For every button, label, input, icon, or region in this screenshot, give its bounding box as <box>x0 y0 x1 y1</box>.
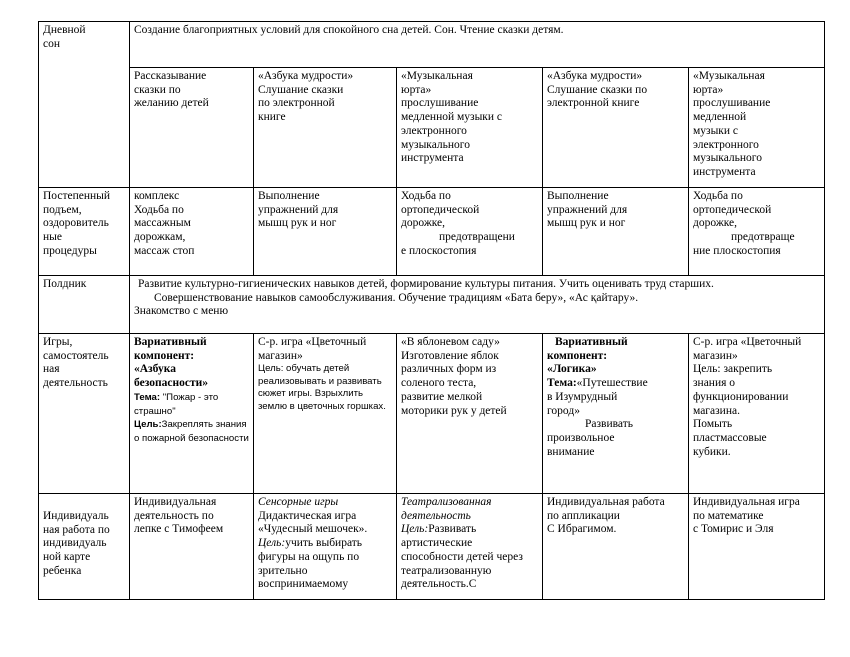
row-wake-up <box>39 188 825 276</box>
row-label-nap: Дневной сон <box>39 22 130 188</box>
row-snack <box>39 276 825 334</box>
individual-cell-1: Индивидуальная деятельность по лепке с Тимофеем <box>130 494 254 600</box>
wake-cell-5: Ходьба по ортопедической дорожке, предотвраще ние плоскостопия <box>689 188 825 276</box>
snack-description: Развитие культурно-гигиенических навыков детей, формирование культуры питания. Учить оценивать труд старших. Совершенствование навыков самообслуживания. Обучение традициям «Бата беру», «Ас қайтару». Знакомство с меню <box>130 276 825 334</box>
row-individual <box>39 494 825 600</box>
individual-cell-3: Театрализованная деятельность Цель:Развивать артистические способности детей через театрализованную деятельность.С <box>397 494 543 600</box>
wake-cell-2: Выполнение упражнений для мышц рук и ног <box>254 188 397 276</box>
individual-cell-4: Индивидуальная работа по аппликации С Ибрагимом. <box>543 494 689 600</box>
individual-cell-2: Сенсорные игры Дидактическая игра «Чудесный мешочек». Цель:учить выбирать фигуры на ощупь по зрительно воспринимаемому <box>254 494 397 600</box>
nap-cell-3: «Музыкальная юрта» прослушивание медленной музыки с электронного музыкального инструмента <box>397 68 543 188</box>
nap-cell-5: «Музыкальная юрта» прослушивание медленной музыки с электронного музыкального инструмента <box>689 68 825 188</box>
games-cell-1: Вариативный компонент: «Азбука безопасности» Тема: "Пожар - это страшно" Цель:Закреплять знания о пожарной безопасности <box>130 334 254 494</box>
row-games <box>39 334 825 494</box>
row-nap-activities <box>39 68 825 188</box>
row-label-games: Игры, самостоятель ная деятельность <box>39 334 130 494</box>
games-cell-5: С-р. игра «Цветочный магазин» Цель: закрепить знания о функционировании магазина. Помыть пластмассовые кубики. <box>689 334 825 494</box>
nap-cell-2: «Азбука мудрости» Слушание сказки по электронной книге <box>254 68 397 188</box>
nap-cell-4: «Азбука мудрости» Слушание сказки по электронной книге <box>543 68 689 188</box>
games-cell-3: «В яблоневом саду» Изготовление яблок различных форм из соленого теста, развитие мелкой моторики рук у детей <box>397 334 543 494</box>
games-cell-4: Вариативный компонент: «Логика» Тема:«Путешествие в Изумрудный город» Развивать произвольное внимание <box>543 334 689 494</box>
individual-cell-5: Индивидуальная игра по математике с Томирис и Эля <box>689 494 825 600</box>
daily-plan-table <box>38 21 825 600</box>
nap-cell-1: Рассказывание сказки по желанию детей <box>130 68 254 188</box>
wake-cell-1: комплекс Ходьба по массажным дорожкам, массаж стоп <box>130 188 254 276</box>
row-nap <box>39 22 825 68</box>
wake-cell-4: Выполнение упражнений для мышц рук и ног <box>543 188 689 276</box>
nap-description: Создание благоприятных условий для спокойного сна детей. Сон. Чтение сказки детям. <box>130 22 825 68</box>
wake-cell-3: Ходьба по ортопедической дорожке, предотвращени е плоскостопия <box>397 188 543 276</box>
row-label-individual: Индивидуаль ная работа по индивидуаль ной карте ребенка <box>39 494 130 600</box>
games-cell-2: С-р. игра «Цветочный магазин» Цель: обучать детей реализовывать и развивать сюжет игры. Взрыхлить землю в цветочных горшках. <box>254 334 397 494</box>
row-label-wake-up: Постепенный подъем, оздоровитель ные процедуры <box>39 188 130 276</box>
row-label-snack: Полдник <box>39 276 130 334</box>
